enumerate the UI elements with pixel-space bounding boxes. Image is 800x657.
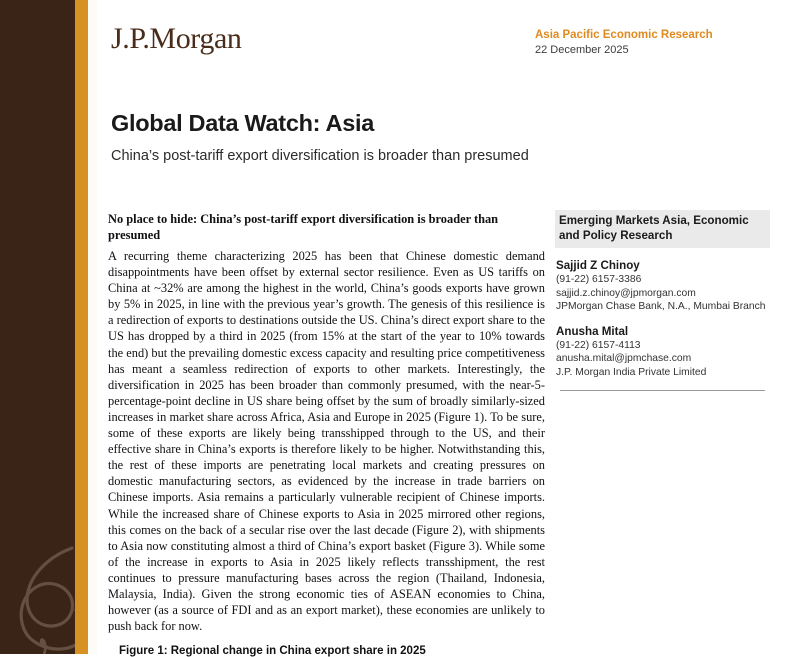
jpmorgan-logo: J.P.Morgan: [111, 22, 242, 55]
article-body-paragraph: A recurring theme characterizing 2025 has been that Chinese domestic demand disappointments have been offset by external sector resilience. Even as US tariffs on China at ~32% are among the highest in the world, China’s goods exports have grown by 5% in 2025, in line with the previous year’s growth. The genesis of this resilience is a redirection of exports to destinations outside the US. China’s direct export share to the US has dropped by a third in 2025 (from 15% at the start of the year to 10% towards the end) but the prevailing domestic excess capacity and resulting price competitiveness has meant a seamless redirection of exports to other markets. Interestingly, the diversification in 2025 has been broader than commonly presumed, with the near-5-percentage-point decline in US share being offset by the sum of broadly similarly-sized increases in market share across Africa, Asia and Europe in 2025 (Figure 1). To be sure, some of these exports are likely being transshipped through to the US, and their effective share in China’s exports is therefore likely to be higher. Notwithstanding this, the rest of these imports are penetrating local markets and creating pressures on domestic manufacturing sectors, as evidenced by the increase in trade barriers on Chinese imports. Asia remains a particularly vulnerable recipient of Chinese imports. While the increased share of Chinese exports to Asia in 2025 mirrored other regions, this comes on the back of a secular rise over the last decade (Figure 2), with shipments to Asia now constituting almost a third of China’s export basket (Figure 3). While some of the increase in exports to Asia in 2025 likely reflects transshipment, the rest continues to pressure manufacturing bases across the region (Thailand, Indonesia, Malaysia, India). Given the strong economic ties of ASEAN economies to China, however (as a source of FDI and as an export market), these economies are unlikely to push back for now.: [108, 249, 545, 634]
author-name: Sajjid Z Chinoy: [556, 259, 640, 272]
author-block-2: [555, 324, 770, 380]
publication-date: 22 December 2025: [535, 44, 629, 56]
gold-accent-stripe: [75, 0, 88, 654]
author-email[interactable]: sajjid.z.chinoy@jpmorgan.com: [556, 287, 696, 299]
title-block: [111, 108, 566, 167]
author-entity: J.P. Morgan India Private Limited: [556, 366, 707, 378]
research-series-label: Asia Pacific Economic Research: [535, 29, 713, 41]
document-page: [97, 0, 800, 657]
section-heading: No place to hide: China’s post-tariff export diversification is broader than presumed: [108, 212, 499, 242]
page-title: Global Data Watch: Asia: [111, 110, 374, 136]
research-team-name: Emerging Markets Asia, Economic and Policy Research: [559, 214, 749, 242]
author-entity: JPMorgan Chase Bank, N.A., Mumbai Branch: [556, 301, 766, 313]
cream-margin-stripe: [88, 0, 97, 654]
author-email[interactable]: anusha.mital@jpmchase.com: [556, 353, 692, 365]
masthead: [111, 22, 787, 82]
research-team-band: [555, 210, 770, 248]
author-block-1: [555, 258, 770, 314]
figure-1-caption: Figure 1: Regional change in China export share in 2025: [119, 645, 426, 657]
left-decorative-rail: [0, 0, 75, 654]
page-subtitle: China’s post-tariff export diversification is broader than presumed: [111, 148, 529, 164]
author-sidebar: [555, 210, 770, 399]
author-phone: (91-22) 6157-4113: [556, 339, 641, 351]
author-phone: (91-22) 6157-3386: [556, 274, 642, 285]
sidebar-divider: [560, 390, 765, 391]
header-meta: [535, 28, 765, 58]
ribbon-flourish-watermark: [2, 542, 75, 654]
article-column: [108, 212, 545, 634]
author-name: Anusha Mital: [556, 324, 629, 338]
